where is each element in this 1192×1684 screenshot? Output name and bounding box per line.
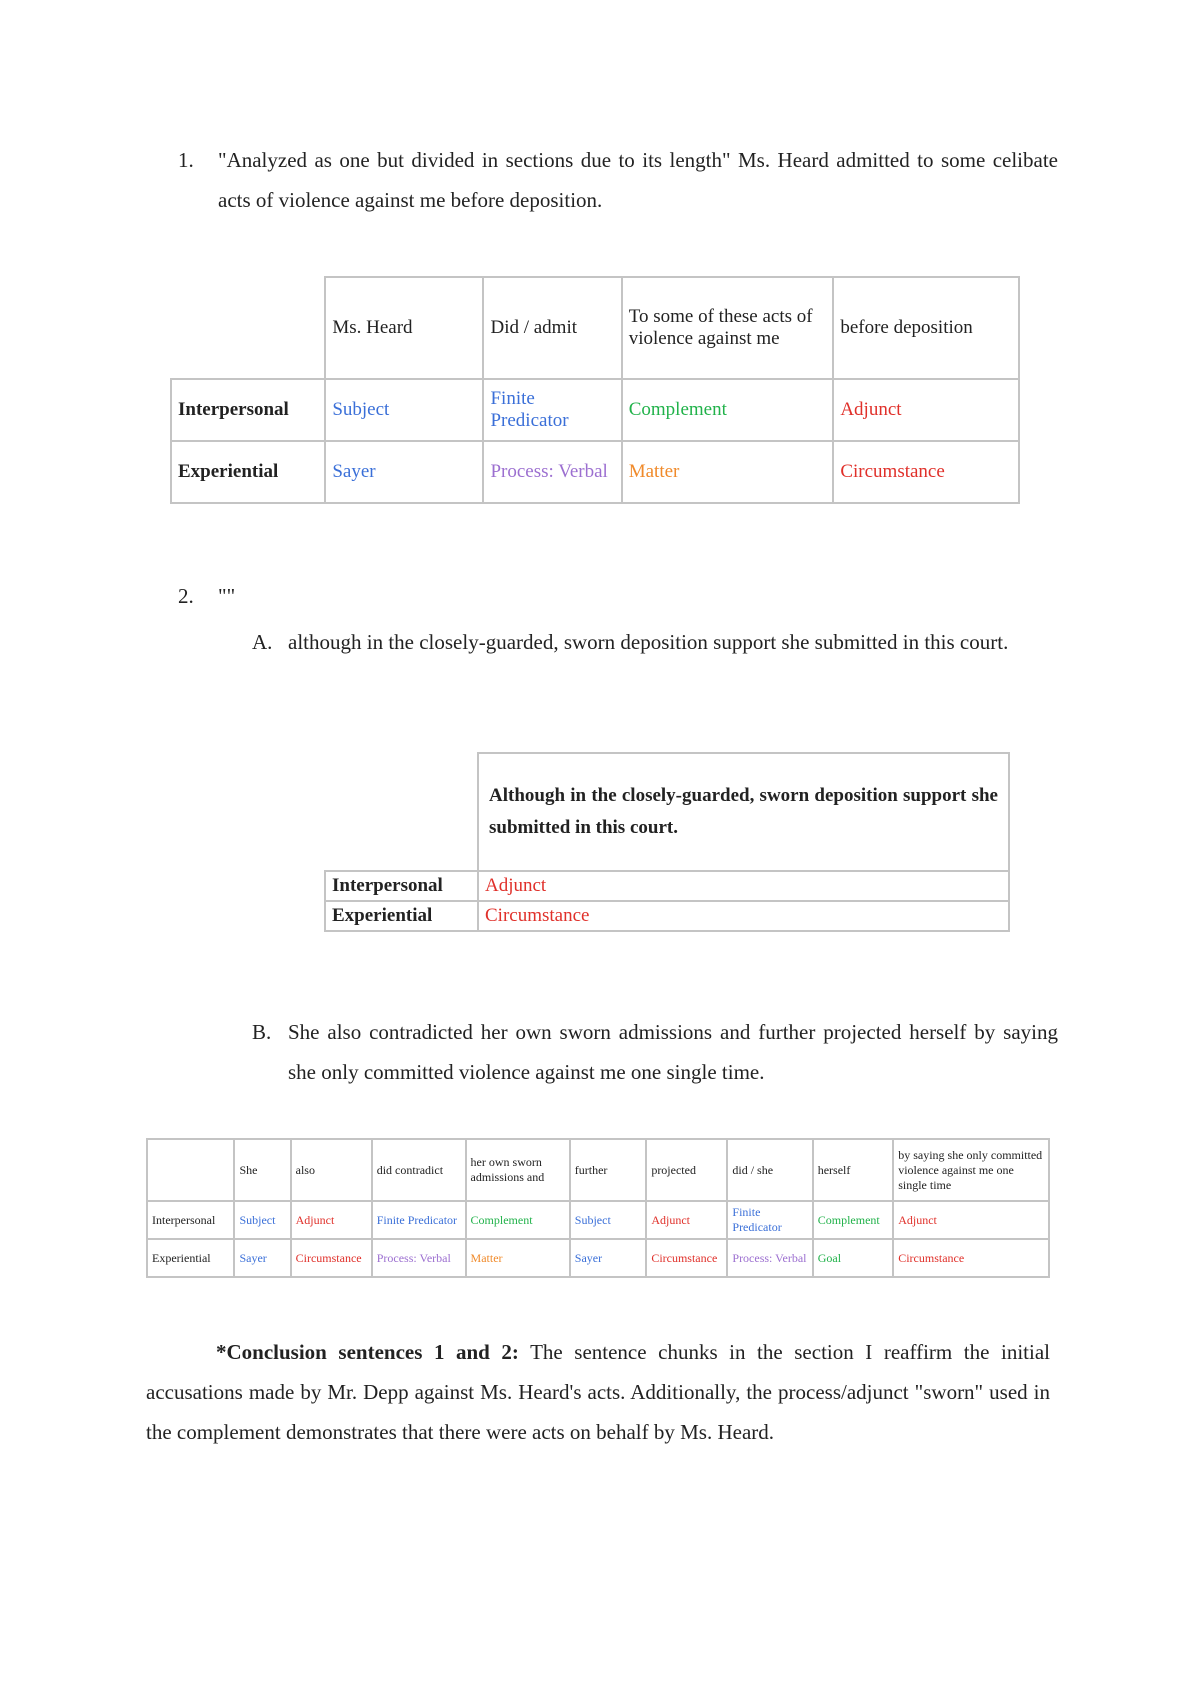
table-1-cell: Subject bbox=[325, 379, 483, 441]
table-2-row-label: Interpersonal bbox=[325, 871, 478, 901]
analysis-table-2 bbox=[324, 752, 1010, 932]
table-3-header-cell: did / she bbox=[727, 1139, 812, 1201]
table-3-cell: Process: Verbal bbox=[727, 1239, 812, 1277]
table-3-row-interpersonal bbox=[147, 1201, 1049, 1239]
table-3-cell: Adjunct bbox=[291, 1201, 372, 1239]
table-2-cell: Adjunct bbox=[478, 871, 1009, 901]
sub-a-label: A. bbox=[252, 630, 273, 654]
table-3-cell: Finite Predicator bbox=[372, 1201, 466, 1239]
sub-b-label: B. bbox=[252, 1020, 272, 1044]
table-3-cell: Circumstance bbox=[291, 1239, 372, 1277]
table-3-header-cell: projected bbox=[646, 1139, 727, 1201]
item-1-number: 1. bbox=[178, 148, 194, 172]
table-1-header-cell: To some of these acts of violence against me bbox=[622, 277, 834, 379]
table-3-cell: Sayer bbox=[234, 1239, 290, 1277]
table-1-header-cell: Ms. Heard bbox=[325, 277, 483, 379]
table-1-header-cell: before deposition bbox=[833, 277, 1019, 379]
table-1-cell: Circumstance bbox=[833, 441, 1019, 503]
table-3-cell: Subject bbox=[234, 1201, 290, 1239]
item-2-text: "" bbox=[218, 584, 236, 608]
table-3-cell: Adjunct bbox=[646, 1201, 727, 1239]
table-3-cell: Goal bbox=[813, 1239, 893, 1277]
table-3-row-experiential bbox=[147, 1239, 1049, 1277]
table-1-header-cell: Did / admit bbox=[483, 277, 621, 379]
table-1-cell: Finite Predicator bbox=[483, 379, 621, 441]
sub-b-text: She also contradicted her own sworn admissions and further projected herself by saying she only committed violence against me one single time. bbox=[288, 1020, 1058, 1084]
conclusion-paragraph bbox=[146, 1332, 1050, 1452]
table-1-header-row bbox=[171, 277, 1019, 379]
table-2-row-label: Experiential bbox=[325, 901, 478, 931]
conclusion-text: The sentence chunks in the section I reaffirm the initial accusations made by Mr. Depp against Ms. Heard's acts. Additionally, the process/adjunct "sworn" used in the complement demonstrates that there were acts on behalf by Ms. Heard. bbox=[146, 1340, 1050, 1444]
table-3-cell: Process: Verbal bbox=[372, 1239, 466, 1277]
table-3-cell: Circumstance bbox=[646, 1239, 727, 1277]
conclusion-lead: *Conclusion sentences 1 and 2: bbox=[216, 1340, 519, 1364]
table-1-cell: Sayer bbox=[325, 441, 483, 503]
table-3-cell: Finite Predicator bbox=[727, 1201, 812, 1239]
table-3-cell: Subject bbox=[570, 1201, 647, 1239]
table-3-cell: Complement bbox=[813, 1201, 893, 1239]
table-3-corner-cell bbox=[147, 1139, 234, 1201]
table-1-cell: Complement bbox=[622, 379, 834, 441]
table-3-header-cell: further bbox=[570, 1139, 647, 1201]
item-1-text: "Analyzed as one but divided in sections due to its length" Ms. Heard admitted to some celibate acts of violence against me before deposition. bbox=[218, 148, 1058, 212]
table-3-header-cell: also bbox=[291, 1139, 372, 1201]
table-2-row-experiential bbox=[325, 901, 1009, 931]
table-1-row-label: Experiential bbox=[171, 441, 325, 503]
table-1-corner-cell bbox=[171, 277, 325, 379]
table-3-cell: Matter bbox=[466, 1239, 570, 1277]
table-3-header-cell: She bbox=[234, 1139, 290, 1201]
table-3-header-cell: did contradict bbox=[372, 1139, 466, 1201]
analysis-table-1 bbox=[170, 276, 1020, 504]
item-2-number: 2. bbox=[178, 584, 194, 608]
sub-a-text: although in the closely-guarded, sworn deposition support she submitted in this court. bbox=[288, 630, 1009, 654]
table-3-row-label: Interpersonal bbox=[147, 1201, 234, 1239]
table-3-cell: Adjunct bbox=[893, 1201, 1049, 1239]
table-2-cell: Circumstance bbox=[478, 901, 1009, 931]
table-3-cell: Circumstance bbox=[893, 1239, 1049, 1277]
table-3-cell: Complement bbox=[466, 1201, 570, 1239]
analysis-table-3 bbox=[146, 1138, 1050, 1278]
table-1-row-experiential bbox=[171, 441, 1019, 503]
table-3-header-row bbox=[147, 1139, 1049, 1201]
table-2-header-cell: Although in the closely-guarded, sworn deposition support she submitted in this court. bbox=[478, 753, 1009, 871]
table-3-header-cell: her own sworn admissions and bbox=[466, 1139, 570, 1201]
table-1-row-interpersonal bbox=[171, 379, 1019, 441]
table-3-cell: Sayer bbox=[570, 1239, 647, 1277]
table-3-header-cell: by saying she only committed violence against me one single time bbox=[893, 1139, 1049, 1201]
table-1-row-label: Interpersonal bbox=[171, 379, 325, 441]
table-1-cell: Process: Verbal bbox=[483, 441, 621, 503]
table-1-cell: Matter bbox=[622, 441, 834, 503]
table-2-row-interpersonal bbox=[325, 871, 1009, 901]
table-2-corner-cell bbox=[325, 753, 478, 871]
table-3-row-label: Experiential bbox=[147, 1239, 234, 1277]
table-1-cell: Adjunct bbox=[833, 379, 1019, 441]
table-2-header-row bbox=[325, 753, 1009, 871]
table-3-header-cell: herself bbox=[813, 1139, 893, 1201]
